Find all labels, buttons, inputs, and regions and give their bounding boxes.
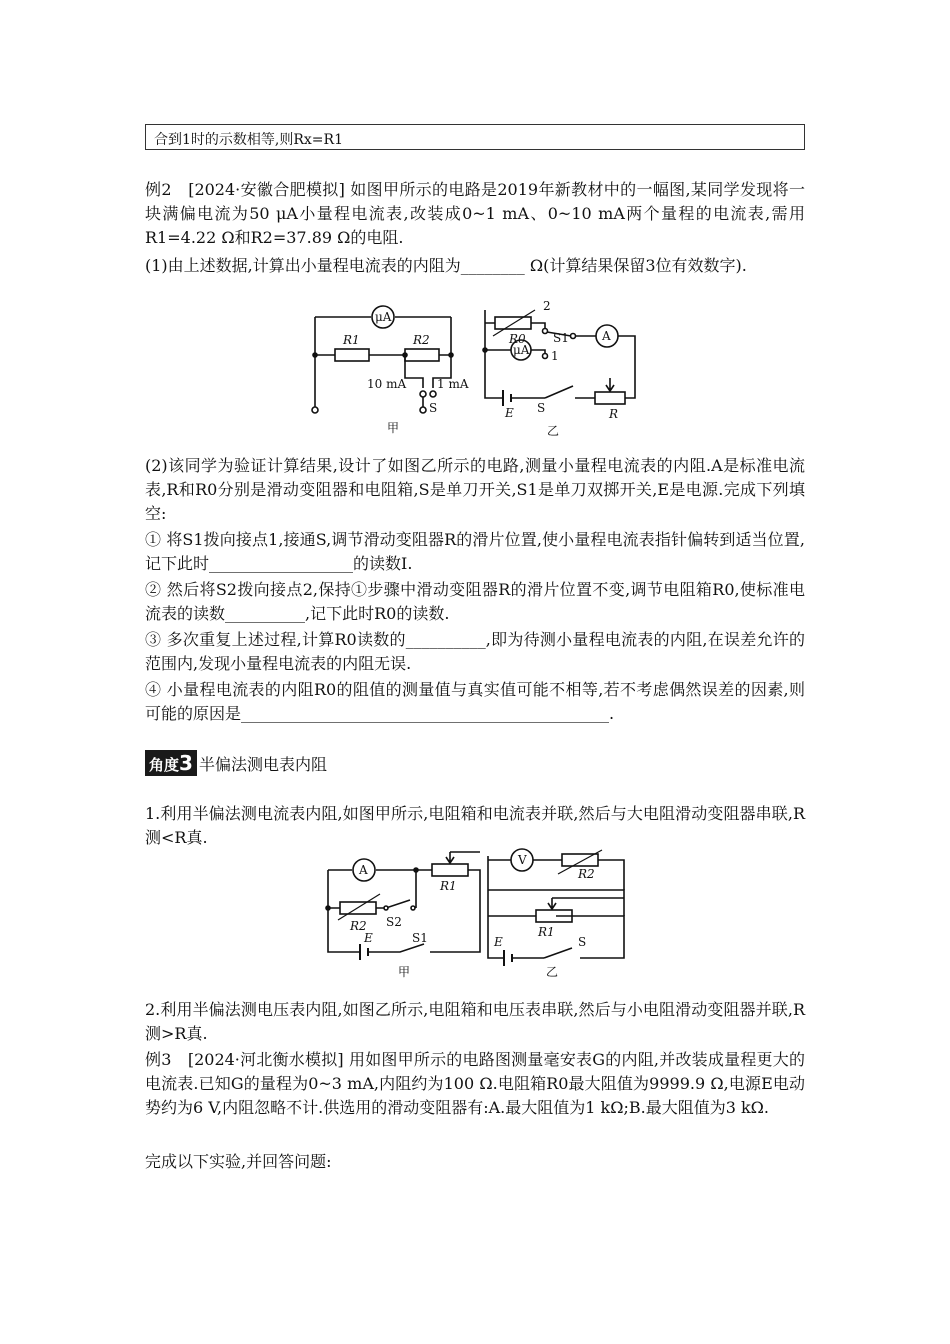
- step-2: ② 然后将S2拨向接点2,保持①步骤中滑动变阻器R的滑片位置不变,调节电阻箱R0,使标准电流表的读数__________,记下此时R0的读数.: [145, 580, 805, 623]
- ammeter-label-2: A: [359, 863, 368, 877]
- e-label-3: E: [494, 935, 503, 949]
- caption-jia: 甲: [387, 421, 400, 435]
- ua-label: μA: [375, 310, 392, 324]
- voltmeter-label: V: [518, 853, 527, 867]
- r2-label-3: R2: [578, 867, 595, 881]
- caption-yi-2: 乙: [546, 965, 559, 979]
- e-label: E: [505, 406, 514, 420]
- r0-label: R0: [509, 332, 526, 346]
- s-label-2: S: [537, 401, 546, 415]
- step-4: ④ 小量程电流表的内阻R0的阻值的测量值与真实值可能不相等,若不考虑偶然误差的因素,则可能的原因是______________________________________________.: [145, 680, 805, 723]
- previous-answer-text: 合到1时的示数相等,则Rx=R1: [154, 132, 343, 148]
- example2-question2: (2)该同学为验证计算结果,设计了如图乙所示的电路,测量小量程电流表的内阻.A是标准电流表,R和R0分别是滑动变阻器和电阻箱,S是单刀开关,S1是单刀双掷开关,E是电源.完成下列填空:: [145, 456, 805, 523]
- circuit-figure-jia-1: [305, 300, 480, 440]
- r1-label-3: R1: [538, 925, 555, 939]
- method-item-1: 1.利用半偏法测电流表内阻,如图甲所示,电阻箱和电流表并联,然后与大电阻滑动变阻器串联,R测<R真.: [145, 804, 805, 847]
- step-3: ③ 多次重复上述过程,计算R0读数的__________,即为待测小量程电流表的内阻,在误差允许的范围内,发现小量程电流表的内阻无误.: [145, 630, 805, 673]
- caption-yi: 乙: [547, 424, 560, 438]
- s-label-3: S: [578, 935, 587, 949]
- example2-question1: (1)由上述数据,计算出小量程电流表的内阻为________ Ω(计算结果保留3位有效数字).: [145, 256, 747, 275]
- example3-text: 例3 [2024·河北衡水模拟] 用如图甲所示的电路图测量毫安表G的内阻,并改装成量程更大的电流表.已知G的量程为0~3 mA,内阻约为100 Ω.电阻箱R0最大阻值为9999.9 Ω,电源E电动势约为6 V,内阻忽略不计.供选用的滑动变阻器有:A.最大阻值为1 kΩ;B.最大阻值为3 kΩ.: [145, 1050, 805, 1117]
- ammeter-label: A: [602, 329, 611, 343]
- r1-label: R1: [343, 333, 360, 347]
- 10ma-label: 10 mA: [367, 377, 407, 391]
- contact-2-label: 2: [543, 299, 551, 313]
- s1-label: S1: [553, 331, 569, 345]
- section-heading: [145, 750, 327, 776]
- ua-label-2: μA: [513, 343, 530, 357]
- resistor-r1-symbol: [335, 349, 369, 361]
- contact-1-label: 1: [551, 349, 559, 363]
- rheostat-r-symbol: [595, 392, 625, 404]
- s-label: S: [429, 401, 438, 415]
- circuit-figure-jia-2: [320, 850, 485, 982]
- resistor-r2-symbol: [405, 349, 439, 361]
- example2-intro: 例2 [2024·安徽合肥模拟] 如图甲所示的电路是2019年新教材中的一幅图,某同学发现将一块满偏电流为50 μA小量程电流表,改装成0~1 mA、0~10 mA两个量程的电流表,需用R1=4.22 Ω和R2=37.89 Ω的电阻.: [145, 180, 805, 247]
- previous-answer-box: [145, 124, 805, 150]
- rheostat-r1-symbol: [432, 864, 468, 876]
- e-label-2: E: [364, 931, 373, 945]
- circuit-figure-yi-1: [465, 298, 645, 440]
- angle-badge: 角度3: [145, 750, 197, 776]
- s1-label-2: S1: [412, 931, 428, 945]
- r2-label-2: R2: [350, 919, 367, 933]
- r2-label: R2: [413, 333, 430, 347]
- step-1: ① 将S1拨向接点1,接通S,调节滑动变阻器R的滑片位置,使小量程电流表指针偏转到适当位置,记下此时__________________的读数I.: [145, 530, 805, 573]
- circuit-figure-yi-2: [484, 846, 634, 982]
- section-title: 半偏法测电表内阻: [198, 754, 327, 774]
- r1-label-2: R1: [440, 879, 457, 893]
- method-item-2: 2.利用半偏法测电压表内阻,如图乙所示,电阻箱和电压表串联,然后与小电阻滑动变阻器并联,R测>R真.: [145, 1000, 805, 1043]
- 1ma-label: 1 mA: [437, 377, 469, 391]
- example3-instruction: 完成以下实验,并回答问题:: [145, 1152, 332, 1171]
- caption-jia-2: 甲: [398, 965, 411, 979]
- s2-label: S2: [386, 915, 402, 929]
- r-label: R: [609, 407, 619, 421]
